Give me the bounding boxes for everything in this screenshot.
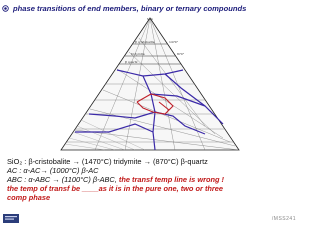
label-quartz: β quartz [125,60,138,64]
text-line-transf-temp: the temp of transf be ____as it is in the pure one, two or three [7,184,224,193]
text-line-abc-prefix: ABC : α-ABC → (1100°C) β-ABC, [7,175,119,184]
text-line-ac: AC : α-AC→ (1000°C) β-AC [7,166,99,175]
bullet-icon [2,5,9,12]
slide-title-row [2,2,298,14]
footer-label: /MSS241 [271,216,296,222]
text-line-sio2: SiO₂ : β-cristobalite → (1470°C) tridymite → (870°C) β-quartz [7,157,208,166]
apex-label: SiO₂ [146,17,154,21]
label-1470: 1470° [169,40,179,44]
ternary-diagram-svg [55,14,245,154]
label-870: 870° [177,52,185,56]
footer-logo-icon [3,214,19,223]
text-line-comp-phase: comp phase [7,193,51,202]
ternary-phase-diagram [55,14,245,154]
text-line-abc-warning: the transf temp line is wrong ! [118,175,224,184]
text-block [7,157,297,202]
slide-title: phase transitions of end members, binary or ternary compounds [13,3,247,13]
label-cristobalite: β cristobalite [135,40,155,44]
label-tridymite: tridymite [131,52,145,56]
text-line-abc [7,175,297,184]
